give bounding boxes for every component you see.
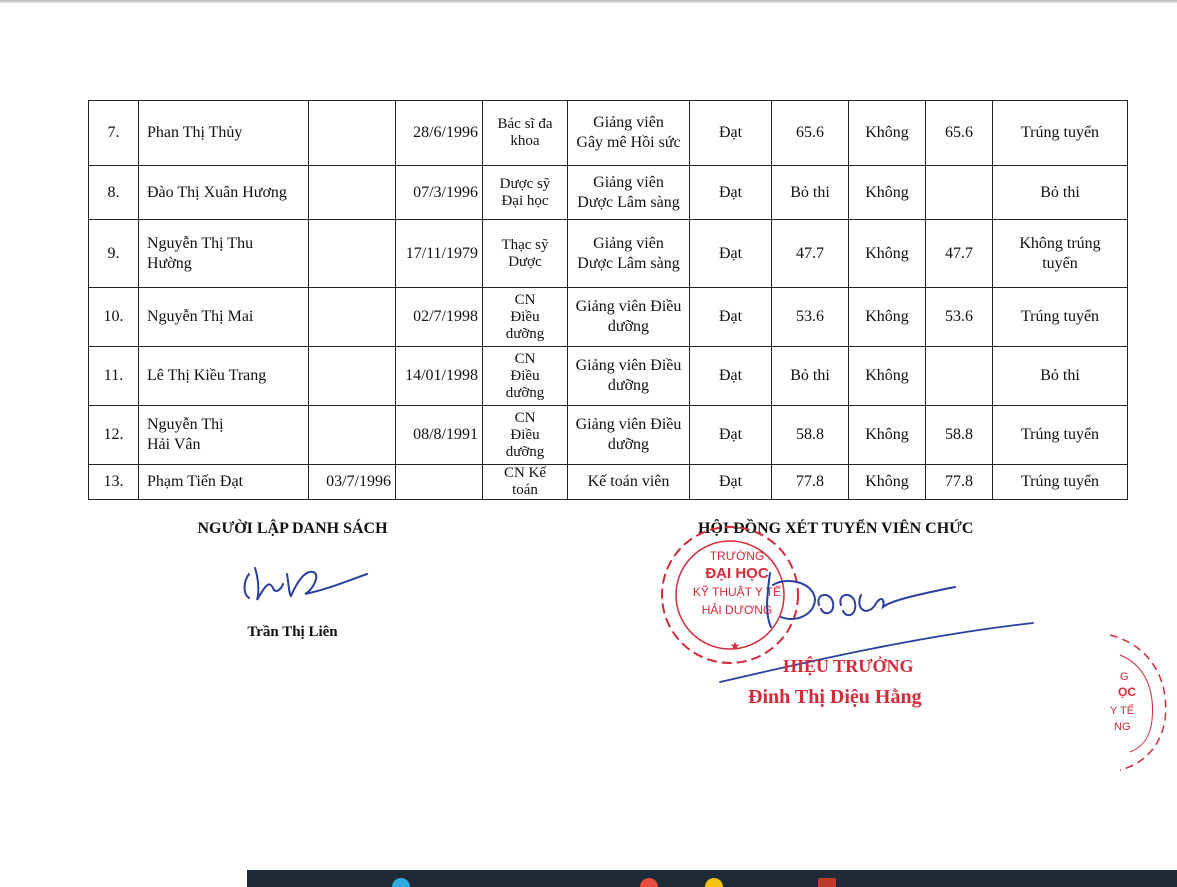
total-score-cell: 53.6: [926, 288, 993, 347]
degree-cell: [483, 101, 568, 166]
position-cell: [568, 220, 690, 288]
full-name-cell: [139, 347, 309, 406]
result-cell: [993, 166, 1128, 220]
results-table-body: [89, 101, 1128, 500]
row-number-cell: 7.: [89, 101, 139, 166]
degree-line: dưỡng: [505, 443, 545, 460]
condition-cell: Đạt: [690, 288, 772, 347]
degree-line: CN: [514, 291, 536, 308]
position-line: Giảng viên Điều: [575, 298, 682, 315]
dob-col2-cell: 14/01/1998: [396, 347, 483, 406]
result-line: Trúng tuyển: [1020, 124, 1100, 141]
total-score-cell: 65.6: [926, 101, 993, 166]
result-line: Bỏ thi: [1040, 183, 1080, 201]
total-score-cell: [926, 166, 993, 220]
table-row: [89, 166, 1128, 220]
position-line: Giảng viên: [593, 173, 664, 191]
degree-cell: [483, 220, 568, 288]
result-cell: [993, 406, 1128, 465]
dob-col2-cell: 02/7/1998: [396, 288, 483, 347]
left-signer-name: Trần Thị Liên: [247, 624, 338, 640]
row-number-cell: 12.: [89, 406, 139, 465]
degree-line: khoa: [510, 133, 540, 149]
priority-cell: Không: [849, 406, 926, 465]
full-name-cell: [139, 101, 309, 166]
position-cell: [568, 288, 690, 347]
condition-cell: Đạt: [690, 406, 772, 465]
degree-line: dưỡng: [505, 325, 545, 342]
total-score-cell: 77.8: [926, 465, 993, 500]
full-name-cell: [139, 288, 309, 347]
position-line: Giảng viên: [593, 114, 664, 131]
full-name-cell: [139, 166, 309, 220]
stamp-line-4: HẢI DƯƠNG: [701, 603, 773, 617]
result-cell: [993, 288, 1128, 347]
result-line: Bỏ thi: [1040, 367, 1080, 384]
dob-col1-cell: [309, 406, 396, 465]
total-score-cell: 58.8: [926, 406, 993, 465]
degree-line: toán: [512, 482, 538, 498]
table-row: [89, 101, 1128, 166]
position-line: Giảng viên Điều: [575, 357, 682, 374]
result-cell: [993, 465, 1128, 500]
degree-line: Dược: [508, 253, 542, 270]
position-cell: [568, 166, 690, 220]
full-name-line: Đào Thị Xuân Hương: [147, 183, 287, 201]
dob-col1-cell: [309, 101, 396, 166]
partial-stamp-line-2: ỌC: [1118, 685, 1136, 699]
degree-line: CN: [514, 409, 536, 426]
degree-cell: [483, 465, 568, 500]
total-score-cell: 47.7: [926, 220, 993, 288]
table-row: [89, 347, 1128, 406]
priority-cell: Không: [849, 347, 926, 406]
row-number-cell: 10.: [89, 288, 139, 347]
score-cell: 47.7: [772, 220, 849, 288]
table-row: [89, 406, 1128, 465]
table-row: [89, 465, 1128, 500]
stamp-line-3: KỸ THUẬT Y TẾ: [692, 585, 782, 599]
partial-stamp-line-4: NG: [1114, 721, 1131, 733]
position-cell: [568, 465, 690, 500]
left-signature-heading: NGƯỜI LẬP DANH SÁCH: [197, 520, 388, 537]
dob-col2-cell: 28/6/1996: [396, 101, 483, 166]
full-name-cell: [139, 406, 309, 465]
dob-col2-cell: 07/3/1996: [396, 166, 483, 220]
full-name-line: Hường: [147, 254, 192, 272]
position-cell: [568, 406, 690, 465]
result-line: tuyển: [1042, 254, 1078, 272]
result-line: Trúng tuyển: [1020, 308, 1100, 325]
partial-stamp: [1090, 630, 1177, 775]
priority-cell: Không: [849, 220, 926, 288]
position-line: dưỡng: [607, 436, 650, 453]
priority-cell: Không: [849, 465, 926, 500]
table-row: [89, 288, 1128, 347]
degree-cell: [483, 166, 568, 220]
position-line: Dược Lâm sàng: [577, 254, 680, 272]
pdf-icon[interactable]: [818, 878, 836, 887]
position-line: Giảng viên: [593, 234, 664, 252]
partial-stamp-line-3: Y TẾ: [1110, 705, 1135, 717]
score-cell: Bỏ thi: [772, 347, 849, 406]
full-name-cell: [139, 220, 309, 288]
full-name-line: Nguyễn Thị Mai: [147, 308, 254, 325]
dob-col1-cell: [309, 166, 396, 220]
full-name-line: Phạm Tiến Đạt: [147, 473, 244, 490]
degree-line: CN Kế: [503, 465, 547, 481]
condition-cell: Đạt: [690, 465, 772, 500]
total-score-cell: [926, 347, 993, 406]
degree-cell: [483, 347, 568, 406]
degree-line: Điều: [510, 308, 540, 325]
results-table: [88, 100, 1128, 500]
right-signer-name: Đinh Thị Diệu Hằng: [748, 686, 922, 708]
dob-col1-cell: 03/7/1996: [309, 465, 396, 500]
position-line: Kế toán viên: [587, 473, 670, 490]
dob-col2-cell: [396, 465, 483, 500]
result-line: Trúng tuyển: [1020, 473, 1100, 490]
score-cell: 77.8: [772, 465, 849, 500]
priority-cell: Không: [849, 101, 926, 166]
position-line: Gây mê Hồi sức: [576, 134, 681, 151]
degree-line: CN: [514, 350, 536, 367]
dob-col1-cell: [309, 220, 396, 288]
full-name-line: Phan Thị Thủy: [147, 124, 243, 141]
score-cell: 58.8: [772, 406, 849, 465]
right-signature-heading: HỘI ĐỒNG XÉT TUYỂN VIÊN CHỨC: [698, 520, 974, 537]
partial-stamp-line-1: G: [1120, 671, 1129, 683]
degree-line: Điều: [510, 367, 540, 384]
score-cell: 65.6: [772, 101, 849, 166]
dob-col2-cell: 17/11/1979: [396, 220, 483, 288]
result-cell: [993, 220, 1128, 288]
condition-cell: Đạt: [690, 347, 772, 406]
dob-col2-cell: 08/8/1991: [396, 406, 483, 465]
full-name-line: Nguyễn Thị: [147, 416, 224, 433]
result-cell: [993, 101, 1128, 166]
full-name-line: Lê Thị Kiều Trang: [147, 367, 267, 384]
position-cell: [568, 101, 690, 166]
right-signer-role: HIỆU TRƯỞNG: [783, 656, 914, 676]
condition-cell: Đạt: [690, 101, 772, 166]
full-name-line: Hải Vân: [147, 436, 201, 453]
degree-cell: [483, 406, 568, 465]
position-cell: [568, 347, 690, 406]
degree-line: Bác sĩ đa: [497, 116, 553, 132]
position-line: dưỡng: [607, 318, 650, 335]
result-line: Không trúng: [1019, 234, 1101, 252]
full-name-cell: [139, 465, 309, 500]
row-number-cell: 11.: [89, 347, 139, 406]
priority-cell: Không: [849, 288, 926, 347]
position-line: Dược Lâm sàng: [577, 193, 680, 211]
row-number-cell: 8.: [89, 166, 139, 220]
degree-line: Thạc sỹ: [501, 236, 549, 253]
scan-edge: [0, 0, 1177, 3]
stamp-star-icon: ★: [729, 639, 741, 653]
degree-line: Dược sỹ: [499, 175, 551, 192]
condition-cell: Đạt: [690, 220, 772, 288]
condition-cell: Đạt: [690, 166, 772, 220]
stamp-line-2: ĐẠI HỌC: [705, 565, 769, 582]
stamp-line-1: TRƯỜNG: [709, 549, 765, 563]
official-stamp: [655, 520, 805, 670]
dob-col1-cell: [309, 288, 396, 347]
left-signature-block: [190, 520, 395, 641]
row-number-cell: 13.: [89, 465, 139, 500]
position-line: dưỡng: [607, 377, 650, 394]
score-cell: 53.6: [772, 288, 849, 347]
dob-col1-cell: [309, 347, 396, 406]
row-number-cell: 9.: [89, 220, 139, 288]
full-name-line: Nguyễn Thị Thu: [147, 234, 254, 252]
result-cell: [993, 347, 1128, 406]
score-cell: Bỏ thi: [772, 166, 849, 220]
degree-line: dưỡng: [505, 384, 545, 401]
degree-line: Điều: [510, 426, 540, 443]
degree-line: Đại học: [501, 192, 549, 209]
degree-cell: [483, 288, 568, 347]
priority-cell: Không: [849, 166, 926, 220]
result-line: Trúng tuyển: [1020, 426, 1100, 443]
position-line: Giảng viên Điều: [575, 416, 682, 433]
table-row: [89, 220, 1128, 288]
